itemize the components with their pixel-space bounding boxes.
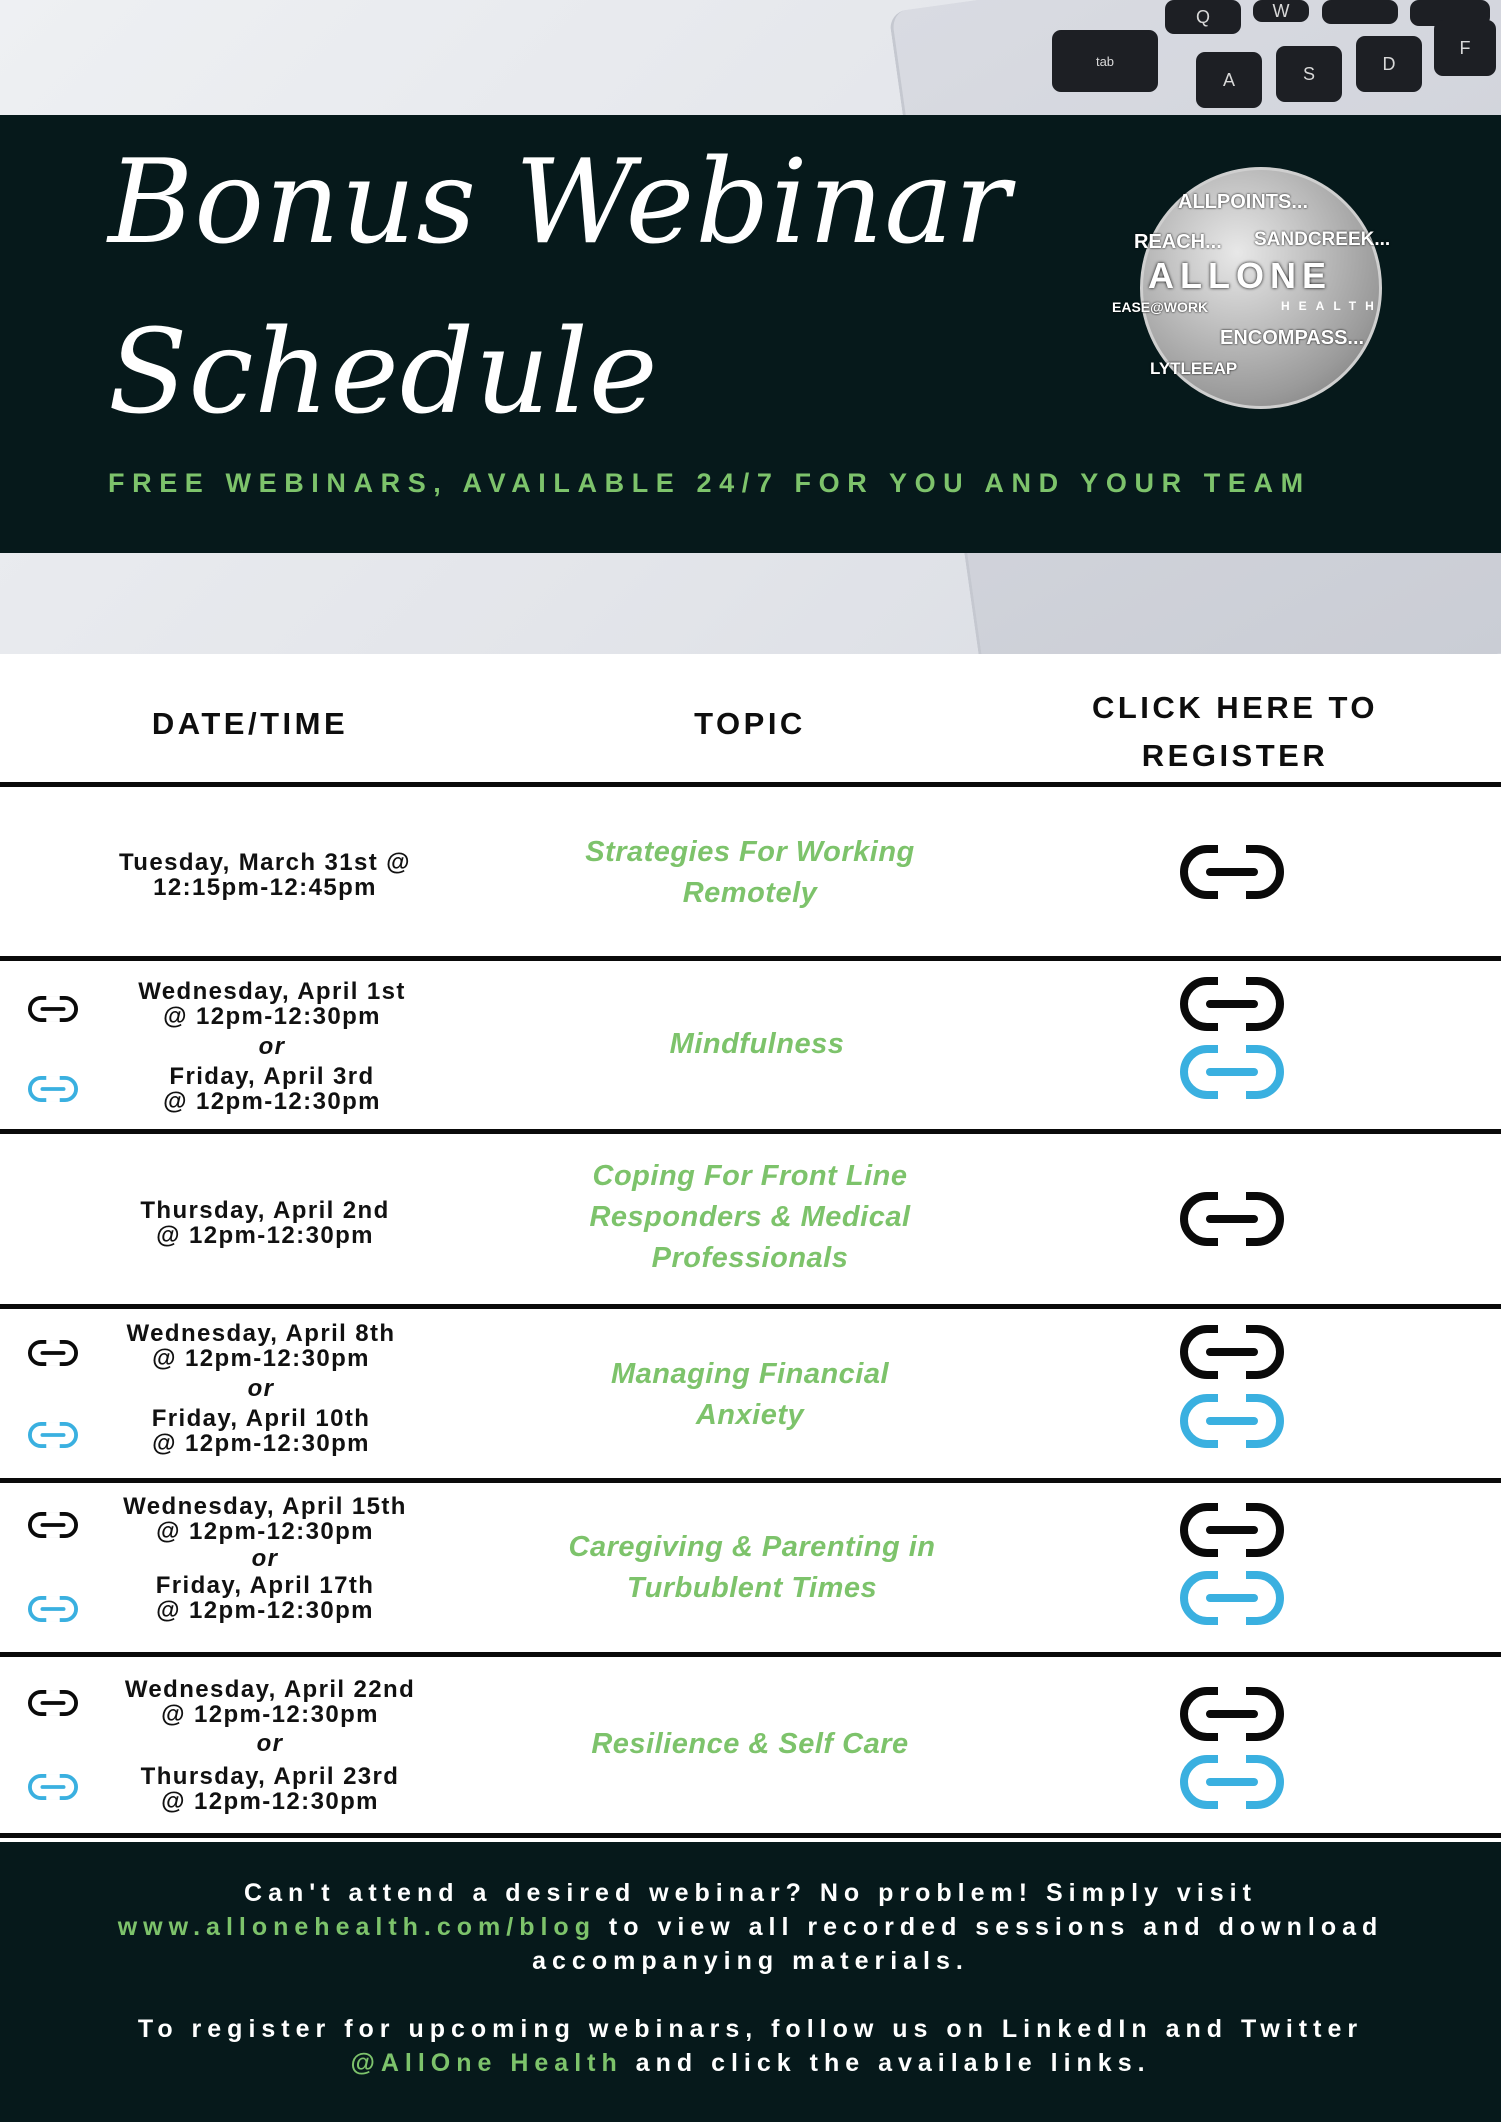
- page-title-line1: Bonus Webinar: [108, 135, 1011, 270]
- webinar-topic: [537, 1024, 977, 1065]
- table-row: [0, 1309, 1501, 1478]
- or-separator: or: [247, 1375, 275, 1402]
- time-line: @ 12pm-12:30pm: [156, 1597, 374, 1624]
- date-line: Wednesday, April 1st: [138, 978, 406, 1005]
- footer-text: To register for upcoming webinars, follow us on LinkedIn and Twitter: [137, 2015, 1364, 2043]
- keyboard-key: D: [1356, 36, 1422, 92]
- time-line: @ 12pm-12:30pm: [156, 1222, 374, 1249]
- link-icon[interactable]: [1180, 1394, 1284, 1448]
- link-icon[interactable]: [1180, 1192, 1284, 1246]
- webinar-date: [97, 979, 447, 1114]
- table-row: [0, 1657, 1501, 1833]
- keyboard-key: W: [1253, 0, 1309, 22]
- or-separator: or: [258, 1033, 286, 1060]
- topic-line: Strategies For Working: [585, 836, 915, 868]
- date-line: Thursday, April 23rd: [140, 1763, 400, 1790]
- date-line: Thursday, April 2nd: [140, 1197, 390, 1224]
- keyboard-key: Q: [1165, 0, 1241, 34]
- link-icon[interactable]: [1180, 977, 1284, 1031]
- keyboard-key: S: [1276, 46, 1342, 102]
- footer-text: to view all recorded sessions and download: [595, 1913, 1384, 1941]
- logo-word: EASE@WORK: [1112, 299, 1209, 315]
- time-line: @ 12pm-12:30pm: [152, 1430, 370, 1457]
- blog-link[interactable]: www.allonehealth.com/blog: [117, 1913, 596, 1941]
- logo-word: SANDCREEK...: [1254, 229, 1391, 250]
- topic-line: Caregiving & Parenting in: [568, 1531, 936, 1563]
- link-icon[interactable]: [1180, 1755, 1284, 1809]
- time-line: @ 12pm-12:30pm: [163, 1088, 381, 1115]
- topic-line: Professionals: [651, 1242, 849, 1274]
- footer-text: [0, 1910, 1501, 1944]
- page-title-line2: Schedule: [108, 305, 659, 440]
- keyboard-key: [1322, 0, 1398, 24]
- webinar-topic: [530, 1724, 970, 1765]
- column-header-register: [1020, 684, 1450, 780]
- divider: [0, 1833, 1501, 1838]
- link-icon[interactable]: [28, 995, 78, 1023]
- page-subtitle: FREE WEBINARS, AVAILABLE 24/7 FOR YOU AND YOUR TEAM: [108, 468, 1311, 498]
- link-icon[interactable]: [28, 1511, 78, 1539]
- table-row: [0, 787, 1501, 956]
- time-line: @ 12pm-12:30pm: [161, 1701, 379, 1728]
- logo-brand-sub: HEALTH: [1281, 299, 1383, 313]
- link-icon[interactable]: [28, 1773, 78, 1801]
- webinar-topic: [530, 832, 970, 914]
- link-icon[interactable]: [1180, 1687, 1284, 1741]
- date-line: Wednesday, April 8th: [126, 1320, 396, 1347]
- time-line: 12:15pm-12:45pm: [153, 874, 377, 901]
- webinar-date: [90, 850, 440, 900]
- webinar-date: [86, 1321, 436, 1456]
- link-icon[interactable]: [28, 1421, 78, 1449]
- webinar-topic: [530, 1354, 970, 1436]
- or-separator: or: [251, 1545, 279, 1572]
- link-icon[interactable]: [28, 1689, 78, 1717]
- table-header: [0, 654, 1501, 782]
- keyboard-key: A: [1196, 52, 1262, 108]
- keyboard-key: tab: [1052, 30, 1158, 92]
- date-line: Wednesday, April 15th: [123, 1493, 407, 1520]
- logo-word: LYTLEEAP: [1150, 359, 1238, 378]
- topic-line: Resilience & Self Care: [591, 1728, 909, 1760]
- time-line: @ 12pm-12:30pm: [152, 1345, 370, 1372]
- footer-banner: [0, 1842, 1501, 2122]
- webinar-schedule-table: [0, 654, 1501, 1815]
- link-icon[interactable]: [1180, 1045, 1284, 1099]
- keyboard-key: F: [1434, 20, 1496, 76]
- column-header-register-line2: REGISTER: [1141, 738, 1329, 773]
- webinar-topic: [530, 1156, 970, 1279]
- topic-line: Anxiety: [695, 1399, 805, 1431]
- time-line: @ 12pm-12:30pm: [156, 1518, 374, 1545]
- time-line: @ 12pm-12:30pm: [163, 1003, 381, 1030]
- date-line: Friday, April 17th: [155, 1572, 375, 1599]
- allone-health-logo: [1108, 163, 1428, 413]
- link-icon[interactable]: [1180, 1571, 1284, 1625]
- topic-line: Remotely: [682, 877, 818, 909]
- date-line: Tuesday, March 31st @: [118, 849, 411, 876]
- link-icon[interactable]: [28, 1595, 78, 1623]
- footer-text: [0, 2046, 1501, 2080]
- topic-line: Turbublent Times: [626, 1572, 878, 1604]
- link-icon[interactable]: [1180, 1503, 1284, 1557]
- time-line: @ 12pm-12:30pm: [161, 1788, 379, 1815]
- footer-text: Can't attend a desired webinar? No problem! Simply visit: [244, 1879, 1257, 1907]
- footer-paragraph-social: [0, 2012, 1501, 2080]
- twitter-handle-link[interactable]: @AllOne Health: [350, 2049, 623, 2077]
- topic-line: Responders & Medical: [589, 1201, 911, 1233]
- column-header-date-time: DATE/TIME: [151, 706, 349, 741]
- topic-line: Mindfulness: [669, 1028, 845, 1060]
- logo-word: ALLPOINTS...: [1178, 191, 1308, 213]
- date-line: Friday, April 10th: [151, 1405, 371, 1432]
- column-header-register-line1: CLICK HERE TO: [1091, 690, 1379, 725]
- footer-text: accompanying materials.: [532, 1947, 969, 1975]
- link-icon[interactable]: [28, 1075, 78, 1103]
- link-icon[interactable]: [28, 1339, 78, 1367]
- footer-paragraph-blog: [0, 1876, 1501, 1978]
- column-header-topic: TOPIC: [694, 706, 806, 741]
- link-icon[interactable]: [1180, 1325, 1284, 1379]
- topic-line: Managing Financial: [610, 1358, 890, 1390]
- footer-text: and click the available links.: [622, 2049, 1151, 2077]
- logo-word: REACH...: [1134, 231, 1222, 253]
- webinar-date: [95, 1677, 445, 1814]
- webinar-date: [90, 1494, 440, 1623]
- webinar-date: [90, 1198, 440, 1248]
- topic-line: Coping For Front Line: [592, 1160, 908, 1192]
- link-icon[interactable]: [1180, 845, 1284, 899]
- table-row: [0, 961, 1501, 1129]
- webinar-topic: [532, 1527, 972, 1609]
- date-line: Friday, April 3rd: [169, 1063, 375, 1090]
- table-row: [0, 1483, 1501, 1652]
- logo-brand: ALLONE: [1148, 255, 1332, 296]
- or-separator: or: [256, 1730, 284, 1757]
- logo-word: ENCOMPASS...: [1220, 327, 1365, 349]
- table-row: [0, 1134, 1501, 1304]
- date-line: Wednesday, April 22nd: [124, 1676, 416, 1703]
